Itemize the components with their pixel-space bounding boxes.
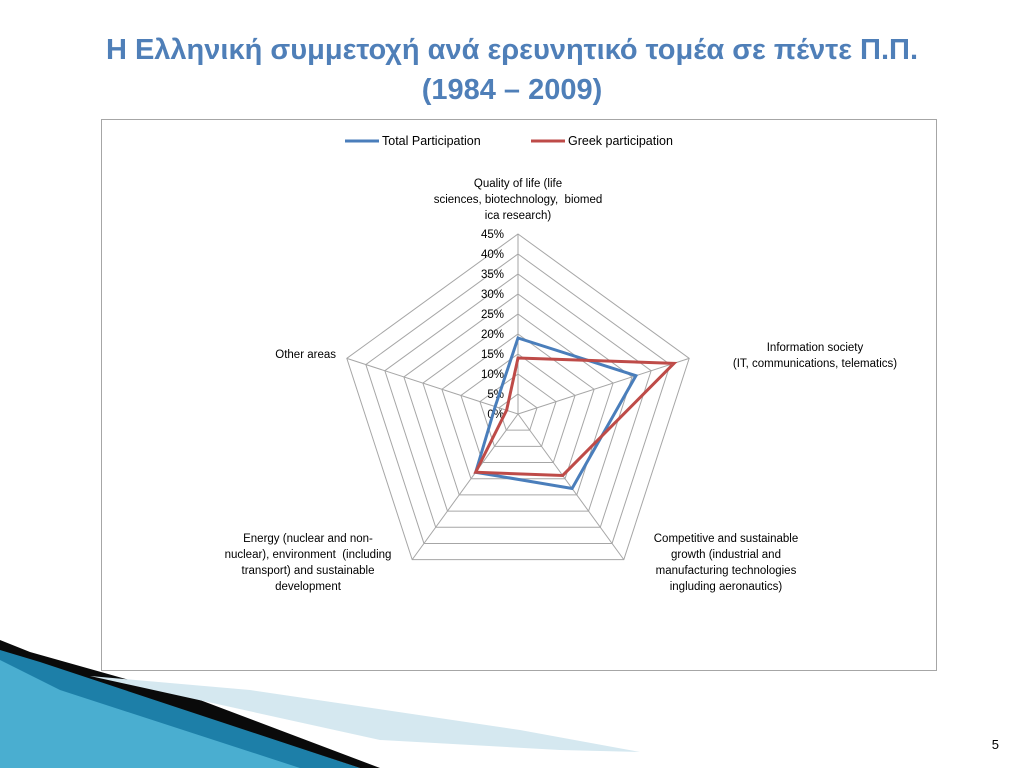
tick-label: 25%	[480, 309, 504, 321]
tick-label: 20%	[480, 329, 504, 341]
category-label: Quality of life (life sciences, biotechnology, biomed ica research)	[433, 178, 603, 222]
category-label: Energy (nuclear and non- nuclear), environment (including transport) and sustainable development	[224, 533, 392, 593]
category-label: Information society (IT, communications, telematics)	[732, 342, 898, 370]
tick-label: 30%	[480, 289, 504, 301]
legend-label: Total Participation	[382, 134, 481, 148]
tick-label: 0%	[487, 409, 504, 421]
tick-label: 15%	[480, 349, 504, 361]
grid-spoke	[412, 414, 518, 560]
category-label: Competitive and sustainable growth (industrial and manufacturing technologies ingluding aeronautics)	[653, 533, 799, 593]
tick-label: 45%	[480, 229, 504, 241]
tick-label: 35%	[480, 269, 504, 281]
tick-label: 10%	[480, 369, 504, 381]
slide-title	[40, 30, 984, 110]
slide-number: 5	[991, 737, 999, 752]
tick-label: 5%	[487, 389, 504, 401]
title-line-2: (1984 – 2009)	[421, 74, 603, 106]
tick-label: 40%	[480, 249, 504, 261]
category-label: Other areas	[275, 349, 336, 361]
legend-label: Greek participation	[568, 134, 673, 148]
title-line-1: Η Ελληνική συμμετοχή ανά ερευνητικό τομέα σε πέντε Π.Π.	[105, 34, 919, 66]
